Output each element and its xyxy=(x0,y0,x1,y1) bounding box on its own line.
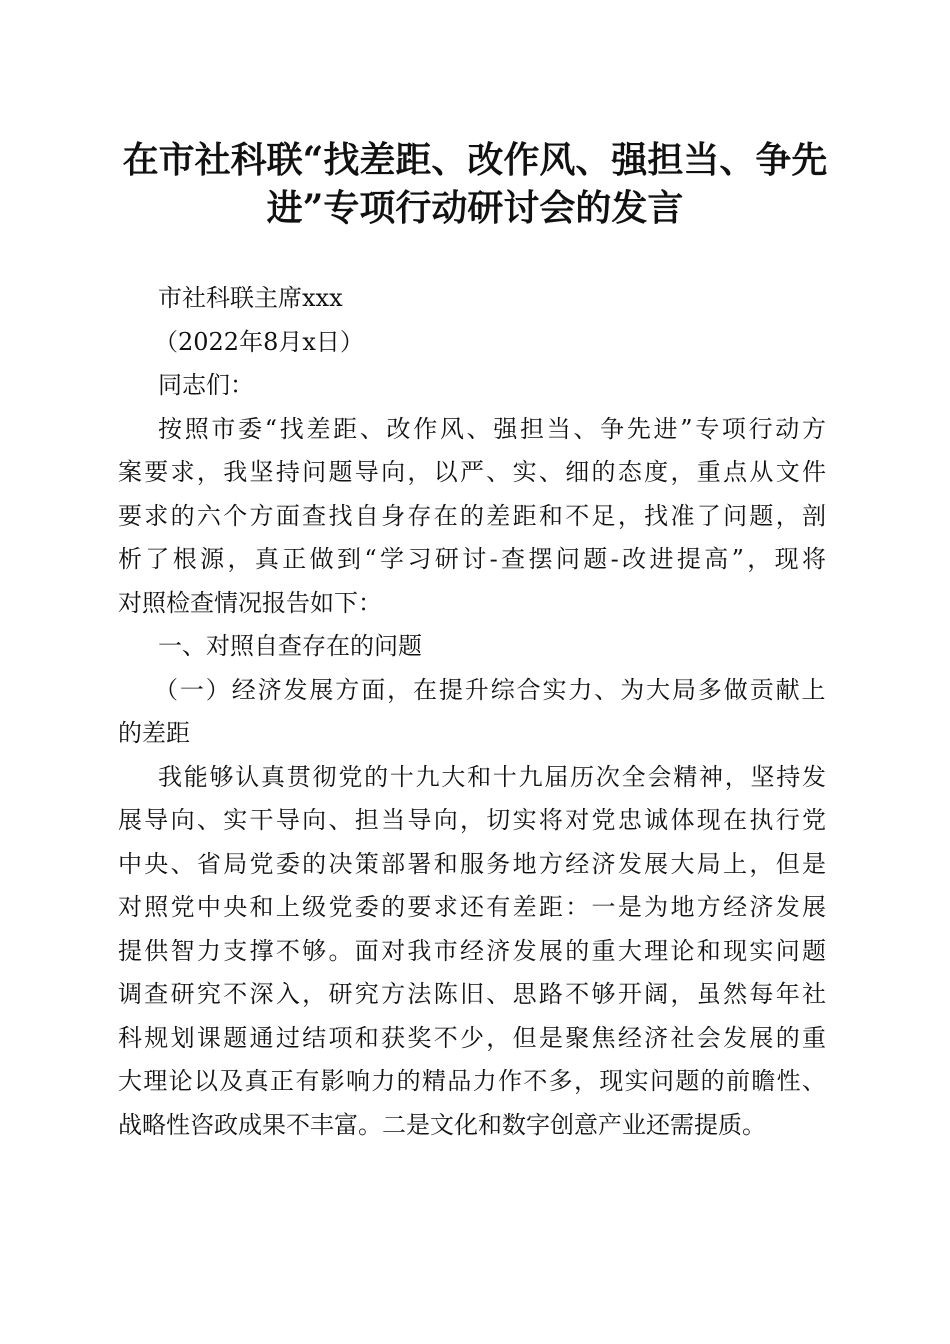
paragraph-line: 战略性咨政成果不丰富。二是文化和数字创意产业还需提质。 xyxy=(118,1110,766,1139)
paragraph-line: 按照市委“找差距、改作风、强担当、争先进”专项行动方 xyxy=(158,414,826,443)
paragraph-line: 对照党中央和上级党委的要求还有差距：一是为地方经济发展 xyxy=(118,893,826,921)
section-heading: 一、对照自查存在的问题 xyxy=(158,632,422,660)
intro-paragraph xyxy=(118,411,826,622)
author-line: 市社科联主席xxx xyxy=(158,284,343,312)
subsection-heading-line: 的差距 xyxy=(118,719,190,747)
paragraph-line: 案要求，我坚持问题导向，以严、实、细的态度，重点从文件 xyxy=(118,458,826,486)
subsection-heading xyxy=(118,672,826,753)
subsection-heading-line: （一）经济发展方面，在提升综合实力、为大局多做贡献上 xyxy=(154,675,826,704)
title-line-2: 进”专项行动研讨会的发言 xyxy=(266,187,684,229)
greeting-line: 同志们： xyxy=(158,371,254,399)
document-title xyxy=(100,136,850,232)
paragraph-line: 对照检查情况报告如下： xyxy=(118,588,382,617)
paragraph-line: 调查研究不深入，研究方法陈旧、思路不够开阔，虽然每年社 xyxy=(118,980,826,1008)
paragraph-line: 要求的六个方面查找自身存在的差距和不足，找准了问题，剖 xyxy=(118,501,826,530)
paragraph-line: 科规划课题通过结项和获奖不少，但是聚焦经济社会发展的重 xyxy=(118,1023,826,1052)
paragraph-line: 提供智力支撑不够。面对我市经济发展的重大理论和现实问题 xyxy=(118,936,826,965)
paragraph-line: 展导向、实干导向、担当导向，切实将对党忠诚体现在执行党 xyxy=(118,806,826,834)
paragraph-line: 我能够认真贯彻党的十九大和十九届历次全会精神，坚持发 xyxy=(158,762,826,791)
date-line: （2022年8月x日） xyxy=(154,327,364,356)
paragraph-line: 析了根源，真正做到“学习研讨-查摆问题-改进提高”，现将 xyxy=(118,545,826,573)
body-paragraph xyxy=(118,759,826,1144)
title-line-1: 在市社科联“找差距、改作风、强担当、争先 xyxy=(122,139,828,181)
paragraph-line: 大理论以及真正有影响力的精品力作不多，现实问题的前瞻性、 xyxy=(118,1067,826,1095)
paragraph-line: 中央、省局党委的决策部署和服务地方经济发展大局上，但是 xyxy=(118,849,826,878)
document-body xyxy=(118,280,826,1150)
